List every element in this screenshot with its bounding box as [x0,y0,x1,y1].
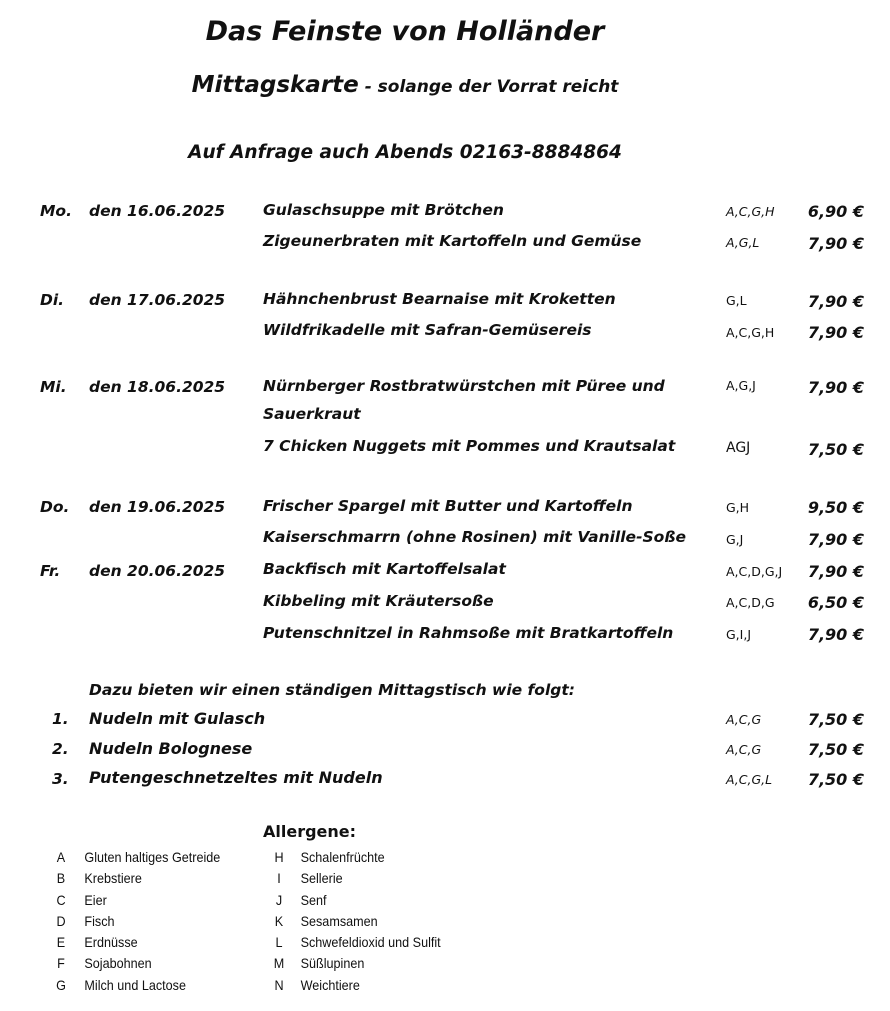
dish-price: 7,90 € [807,323,864,342]
allergen-entry: E Erdnüsse [56,934,138,951]
day-date: den 17.06.2025 [89,291,226,309]
dish-allergens: A,C,G,H [726,325,775,340]
dish-name: Backfisch mit Kartoffelsalat [263,560,506,578]
menu-title: Das Feinste von Holländer [205,16,605,47]
standing-item-allergens: A,C,G [726,712,762,727]
dish-allergens: A,C,D,G [726,595,775,610]
dish-allergens: A,C,D,G,J [726,564,783,579]
allergen-entry: A Gluten haltiges Getreide [56,849,221,865]
dish-price: 7,90 € [807,625,864,644]
dish-allergens: A,G,J [726,378,756,393]
day-label: Mi. [40,378,67,396]
day-date: den 19.06.2025 [89,498,226,516]
dish-name: Frischer Spargel mit Butter und Kartoffeln [263,497,633,515]
dish-allergens: G,L [726,293,747,308]
dish-name: Nürnberger Rostbratwürstchen mit Püree und [263,377,665,395]
subtitle-note: - solange der Vorrat reicht [358,77,619,97]
dish-name: Kibbeling mit Kräutersoße [263,592,494,610]
allergen-entry: M Süßlupinen [273,955,365,972]
dish-name: Gulaschsuppe mit Brötchen [263,201,504,219]
day-date: den 20.06.2025 [89,562,226,580]
dish-allergens: A,G,L [726,235,760,250]
allergen-entry: J Senf [275,891,327,908]
dish-name: Hähnchenbrust Bearnaise mit Kroketten [263,290,616,308]
dish-name-continued: Sauerkraut [263,405,361,423]
dish-price: 7,90 € [807,234,864,253]
standing-item-price: 7,50 € [807,710,864,729]
dish-price: 7,90 € [807,530,864,549]
standing-item-allergens: A,C,G,L [726,772,773,787]
standing-item-number: 2. [52,740,69,758]
dish-name: Kaiserschmarrn (ohne Rosinen) mit Vanille-Soße [263,528,686,546]
dish-price: 9,50 € [807,498,864,517]
allergen-entry: I Sellerie [277,870,343,887]
allergen-legend-left [52,847,220,996]
day-label: Di. [40,291,65,309]
allergen-entry: G Milch und Lactose [56,976,186,993]
dish-price: 7,90 € [807,378,864,397]
allergen-entry: C Eier [56,891,107,908]
allergen-entry: N Weichtiere [274,976,360,993]
standing-item-price: 7,50 € [807,770,864,789]
standing-item-allergens: A,C,G [726,742,762,757]
dish-allergens: G,I,J [726,627,752,642]
dish-allergens: G,J [726,532,744,547]
day-date: den 18.06.2025 [89,378,226,396]
subtitle-main: Mittagskarte [191,72,359,98]
standing-item-price: 7,50 € [807,740,864,759]
standing-item-dish: Nudeln Bolognese [89,739,253,758]
dish-allergens: G,H [726,500,750,515]
allergen-entry: F Sojabohnen [57,955,152,972]
dish-name: Putenschnitzel in Rahmsoße mit Bratkartoffeln [263,624,674,642]
standing-item-dish: Putengeschnetzeltes mit Nudeln [89,768,383,787]
dish-name: 7 Chicken Nuggets mit Pommes und Krautsalat [263,437,676,455]
evening-request-note: Auf Anfrage auch Abends 02163-8884864 [188,142,622,163]
day-label: Fr. [40,562,61,580]
dish-name: Wildfrikadelle mit Safran-Gemüsereis [263,321,592,339]
dish-price: 7,90 € [807,562,864,581]
dish-price: 6,90 € [807,202,864,221]
allergen-entry: H Schalenfrüchte [274,849,385,865]
allergen-entry: D Fisch [56,912,115,929]
menu-subtitle [0,72,810,98]
dish-name: Zigeunerbraten mit Kartoffeln und Gemüse [263,232,642,250]
dish-price: 7,50 € [807,440,864,459]
dish-allergens: A,C,G,H [726,204,775,219]
day-date: den 16.06.2025 [89,202,226,220]
standing-item-number: 3. [52,770,69,788]
standing-item-dish: Nudeln mit Gulasch [89,709,266,728]
standing-item-number: 1. [52,710,69,728]
dish-price: 7,90 € [807,292,864,311]
dish-price: 6,50 € [807,593,864,612]
allergen-entry: B Krebstiere [56,870,142,887]
allergen-legend-title: Allergene: [263,822,357,841]
day-label: Mo. [40,202,72,220]
day-label: Do. [40,498,70,516]
allergen-legend-right [270,847,441,996]
allergen-entry: K Sesamsamen [274,912,378,929]
dish-allergens: AGJ [726,440,751,456]
allergen-entry: L Schwefeldioxid und Sulfit [275,934,441,951]
standing-menu-intro: Dazu bieten wir einen ständigen Mittagstisch wie folgt: [89,681,575,699]
